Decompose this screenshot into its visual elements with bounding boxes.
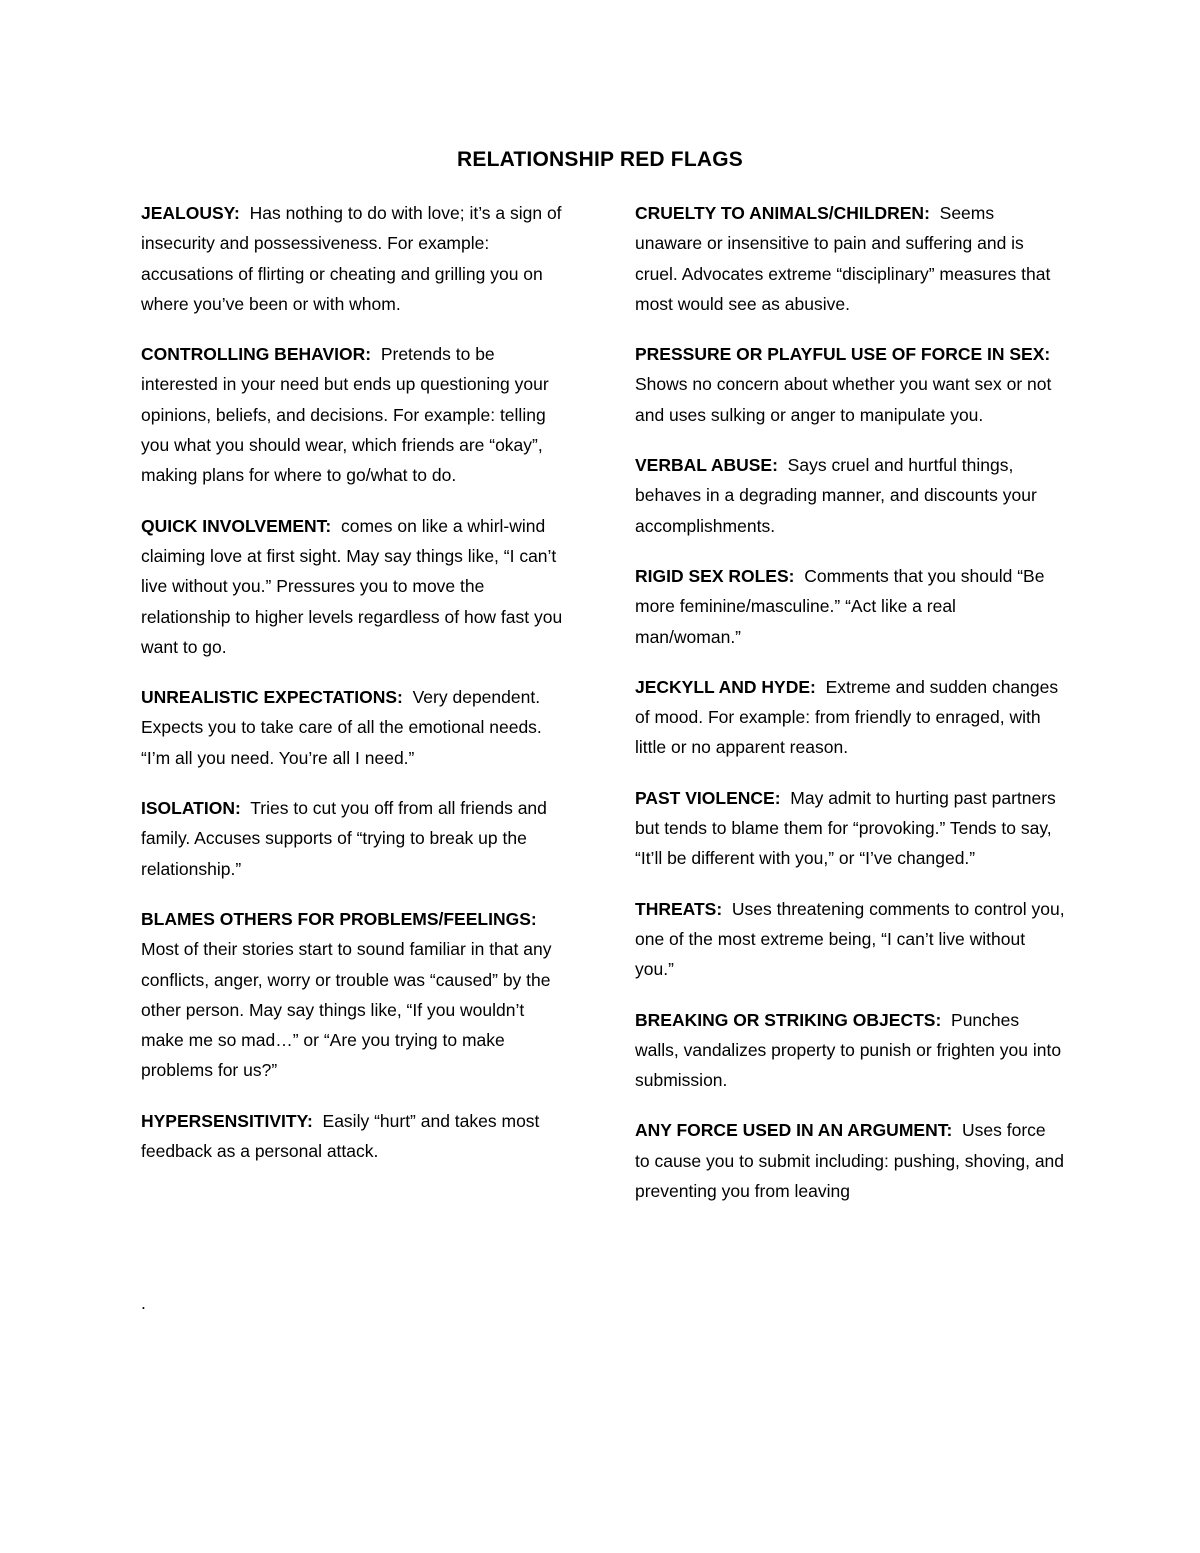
entry-text: Pretends to be interested in your need but ends up questioning your opinions, beliefs, and decisions. For example: telling you what you should wear, which friends are “okay”, making plans for where to go/what to do.: [141, 344, 549, 486]
entry-term: UNREALISTIC EXPECTATIONS:: [141, 687, 403, 708]
entry-term: CONTROLLING BEHAVIOR:: [141, 344, 372, 365]
entry-text: Comments that you should “Be more feminine/masculine.” “Act like a real man/woman.”: [635, 565, 1045, 647]
entry-term: THREATS:: [635, 898, 723, 919]
entry-term: CRUELTY TO ANIMALS/CHILDREN:: [635, 203, 930, 223]
entry-isolation: [141, 793, 571, 884]
entry-pressure-force-sex: [635, 339, 1065, 430]
entry-breaking-objects: [635, 1005, 1065, 1096]
entry-term: BLAMES OTHERS FOR PROBLEMS/FEELINGS:: [141, 908, 537, 929]
entry-text: Extreme and sudden changes of mood. For example: from friendly to enraged, with little or no apparent reason.: [635, 676, 1059, 758]
entry-term: VERBAL ABUSE:: [635, 455, 778, 476]
entry-text: Punches walls, vandalizes property to punish or frighten you into submission.: [635, 1009, 1062, 1091]
entry-text: Very dependent. Expects you to take care of all the emotional needs. “I’m all you need. You’re all I need.”: [141, 687, 542, 768]
right-column: [635, 198, 1065, 1226]
entry-term: HYPERSENSITIVITY:: [141, 1110, 313, 1131]
entry-jeckyll-and-hyde: [635, 672, 1065, 763]
entry-term: JECKYLL AND HYDE:: [635, 676, 816, 697]
entry-controlling-behavior: [141, 339, 571, 490]
entry-text: Most of their stories start to sound familiar in that any conflicts, anger, worry or trouble was “caused” by the other person. May say things like, “If you wouldn’t make me so mad…” or “Are you trying to make problems for us?”: [141, 939, 552, 1081]
left-column: [141, 198, 571, 1186]
entry-jealousy: [141, 198, 571, 319]
entry-term: QUICK INVOLVEMENT:: [141, 515, 332, 536]
entry-text: May admit to hurting past partners but tends to blame them for “provoking.” Tends to say, “It’ll be different with you,” or “I’ve changed.”: [635, 787, 1056, 869]
entry-blames-others: [141, 904, 571, 1086]
entry-text: Shows no concern about whether you want sex or not and uses sulking or anger to manipulate you.: [635, 374, 1052, 425]
entry-text: Uses threatening comments to control you, one of the most extreme being, “I can’t live without you.”: [635, 898, 1065, 980]
trailing-mark: .: [141, 1293, 146, 1313]
entry-verbal-abuse: [635, 450, 1065, 541]
entry-text: Uses force to cause you to submit including: pushing, shoving, and preventing you from leaving: [635, 1120, 1065, 1202]
entry-text: Easily “hurt” and takes most feedback as a personal attack.: [141, 1110, 540, 1162]
entry-term: PAST VIOLENCE:: [635, 787, 781, 808]
entry-term: RIGID SEX ROLES:: [635, 565, 795, 586]
entry-text: Tries to cut you off from all friends and family. Accuses supports of “trying to break up the relationship.”: [141, 798, 547, 879]
entry-cruelty: [635, 198, 1065, 319]
entry-text: comes on like a whirl-wind claiming love at first sight. May say things like, “I can’t live without you.” Pressures you to move the relationship to higher levels regardless of how fast you want to go.: [141, 515, 563, 657]
entry-threats: [635, 894, 1065, 985]
entry-past-violence: [635, 783, 1065, 874]
entry-rigid-sex-roles: [635, 561, 1065, 652]
entry-any-force: [635, 1115, 1065, 1206]
entry-text: Says cruel and hurtful things, behaves in a degrading manner, and discounts your accomplishments.: [635, 455, 1037, 536]
entry-term: ANY FORCE USED IN AN ARGUMENT:: [635, 1120, 953, 1141]
entry-term: BREAKING OR STRIKING OBJECTS:: [635, 1009, 942, 1030]
entry-term: JEALOUSY:: [141, 203, 240, 223]
entry-quick-involvement: [141, 511, 571, 662]
entry-text: Has nothing to do with love; it’s a sign of insecurity and possessiveness. For example: accusations of flirting or cheating and grilling you on where you’ve been or with whom.: [141, 203, 562, 314]
entry-term: PRESSURE OR PLAYFUL USE OF FORCE IN SEX:: [635, 344, 1051, 365]
entry-term: ISOLATION:: [141, 798, 241, 819]
document-title: RELATIONSHIP RED FLAGS: [457, 148, 743, 171]
entry-hypersensitivity: [141, 1106, 571, 1167]
entry-unrealistic-expectations: [141, 682, 571, 773]
entry-text: Seems unaware or insensitive to pain and suffering and is cruel. Advocates extreme “disciplinary” measures that most would see as abusive.: [635, 203, 1051, 314]
